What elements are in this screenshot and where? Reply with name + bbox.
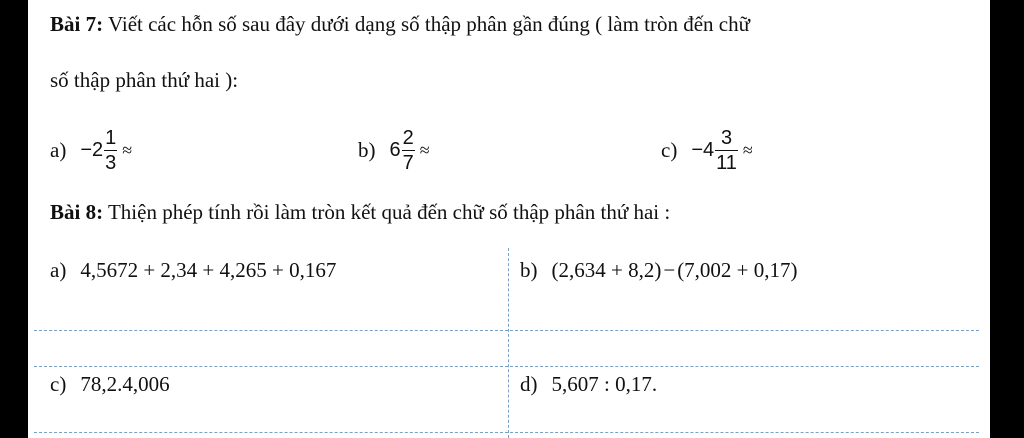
minus-sign: − <box>663 258 676 282</box>
ex8-line <box>50 200 670 225</box>
ex8-item-d <box>520 372 657 397</box>
ex8-item-b <box>520 258 798 283</box>
expression: 5,607 : 0,17. <box>551 372 658 396</box>
item-label: b) <box>520 258 538 282</box>
item-label: c) <box>661 138 678 162</box>
item-label: b) <box>358 138 376 162</box>
fraction <box>402 128 415 173</box>
denominator: 11 <box>716 152 737 174</box>
approx-symbol: ≈ <box>122 140 133 160</box>
ex7-item-a <box>50 128 132 173</box>
item-label: a) <box>50 258 67 282</box>
document-page <box>28 0 990 438</box>
whole-part: 6 <box>389 139 401 161</box>
denominator: 3 <box>105 152 117 174</box>
approx-symbol: ≈ <box>419 140 430 160</box>
denominator: 7 <box>402 152 414 174</box>
item-label: a) <box>50 138 67 162</box>
expression-left: (2,634 + 8,2) <box>551 258 662 282</box>
ex8-item-a <box>50 258 336 283</box>
column-divider <box>508 248 509 438</box>
approx-symbol: ≈ <box>742 140 753 160</box>
sign: − <box>691 139 704 161</box>
ex7-heading: Bài 7: <box>50 12 104 36</box>
row-divider-1 <box>34 330 979 331</box>
expression: 4,5672 + 2,34 + 4,265 + 0,167 <box>80 258 337 282</box>
ex7-line1 <box>50 12 750 37</box>
fraction <box>104 128 117 173</box>
ex7-instruction-1: Viết các hỗn số sau đây dưới dạng số thập phân gần đúng ( làm tròn đến chữ <box>107 12 751 36</box>
expression-right: (7,002 + 0,17) <box>677 258 798 282</box>
expression: 78,2.4,006 <box>80 372 170 396</box>
row-divider-2 <box>34 366 979 367</box>
numerator: 1 <box>105 127 117 149</box>
whole-part: 2 <box>92 139 104 161</box>
ex8-instruction: Thiện phép tính rồi làm tròn kết quả đến chữ số thập phân thứ hai : <box>107 200 671 224</box>
item-label: d) <box>520 372 538 396</box>
item-label: c) <box>50 372 67 396</box>
row-divider-3 <box>34 432 979 433</box>
fraction <box>715 128 738 173</box>
whole-part: 4 <box>703 139 715 161</box>
numerator: 3 <box>720 127 733 149</box>
ex7-item-c <box>661 128 753 173</box>
ex8-item-c <box>50 372 170 397</box>
sign: − <box>80 139 93 161</box>
ex7-instruction-2: số thập phân thứ hai ): <box>50 68 239 92</box>
ex8-heading: Bài 8: <box>50 200 104 224</box>
ex7-item-b <box>358 128 430 173</box>
numerator: 2 <box>402 127 414 149</box>
